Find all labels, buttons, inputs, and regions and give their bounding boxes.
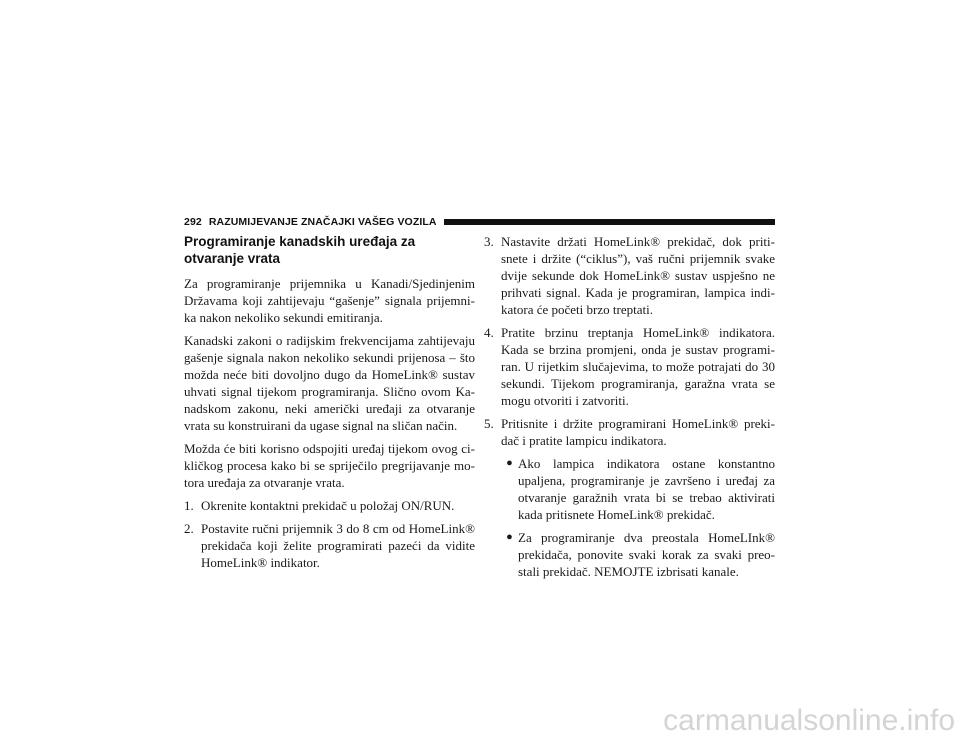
step-number: 2. [184,521,194,536]
bullet-text: Ako lampica indikatora ostane konstantno upaljena, programiranje je završeno i uređaj za otvaranje garažnih vrata bi se trebao aktivirati kada pritisnete HomeLink® prekidač. [518,456,775,522]
paragraph-intro: Za programiranje prijemnika u Kanadi/Sjedinjenim Državama koji zahtijevaju “gašenje” signala prijemni-ka nakon nekoliko sekundi emitiranja. [184,276,475,325]
right-column [484,233,775,586]
header-rule [444,219,775,225]
bullet-item [501,455,775,523]
step-number: 3. [484,234,494,249]
step-number: 4. [484,325,494,340]
step-item [484,233,775,318]
step-text: Postavite ručni prijemnik 3 do 8 cm od HomeLink® prekidača koji želite programirati pazeći da vidite HomeLink® indikator. [201,521,475,570]
page-number: 292 [184,216,202,228]
chapter-title: RAZUMIJEVANJE ZNAČAJKI VAŠEG VOZILA [208,216,437,228]
bullet-text: Za programiranje dva preostala HomeLInk® prekidača, ponovite svaki korak za svaki preo-stali prekidač. NEMOJTE izbrisati kanale. [518,530,775,579]
step-item [484,324,775,409]
paragraph-canadian-law: Kanadski zakoni o radijskim frekvencijama zahtijevaju gašenje signala nakon nekoliko sekundi prijenosa – što možda neće biti dovoljno dugo da HomeLink® sustav uhvati signal tijekom programiranja. Slično ovom Ka-nadskom zakonu, neki američki uređaji za otvaranje vrata su konstruirani da ugase signal na sličan način. [184,333,475,433]
step-number: 5. [484,416,494,431]
step-text: Pritisnite i držite programirani HomeLink® preki-dač i pratite lampicu indikatora. [501,416,775,448]
watermark: carmanualsonline.info [663,704,955,737]
step-item [484,415,775,449]
section-title: Programiranje kanadskih uređaja za otvaranje vrata [184,234,416,266]
step-item [184,520,475,571]
paragraph-disconnect: Možda će biti korisno odspojiti uređaj tijekom ovog ci-kličkog procesa kako bi se spriječilo pregrijavanje mo-tora uređaja za otvaranje vrata. [184,441,475,490]
step-text: Pratite brzinu treptanja HomeLink® indikatora. Kada se brzina promjeni, onda je sustav programi-ran. U rijetkim slučajevima, to može potrajati do 30 sekundi. Tijekom programiranja, garažna vrata se mogu otvoriti i zatvoriti. [501,325,775,408]
step-text: Okrenite kontaktni prekidač u položaj ON/RUN. [201,498,455,513]
page-header [184,213,775,231]
bullet-icon: ● [506,457,513,469]
bullet-icon: ● [506,531,513,543]
bullet-item [501,529,775,580]
step-item [184,497,475,514]
step-text: Nastavite držati HomeLink® prekidač, dok priti-snete i držite (“ciklus”), vaš ručni prijemnik svake dvije sekunde dok HomeLink® sustav uspješno ne prihvati signal. Kada je programiran, lampica indi-katora će početi brzo treptati. [501,234,775,317]
left-column [184,233,475,577]
bullet-list [501,455,775,580]
step-number: 1. [184,498,194,513]
